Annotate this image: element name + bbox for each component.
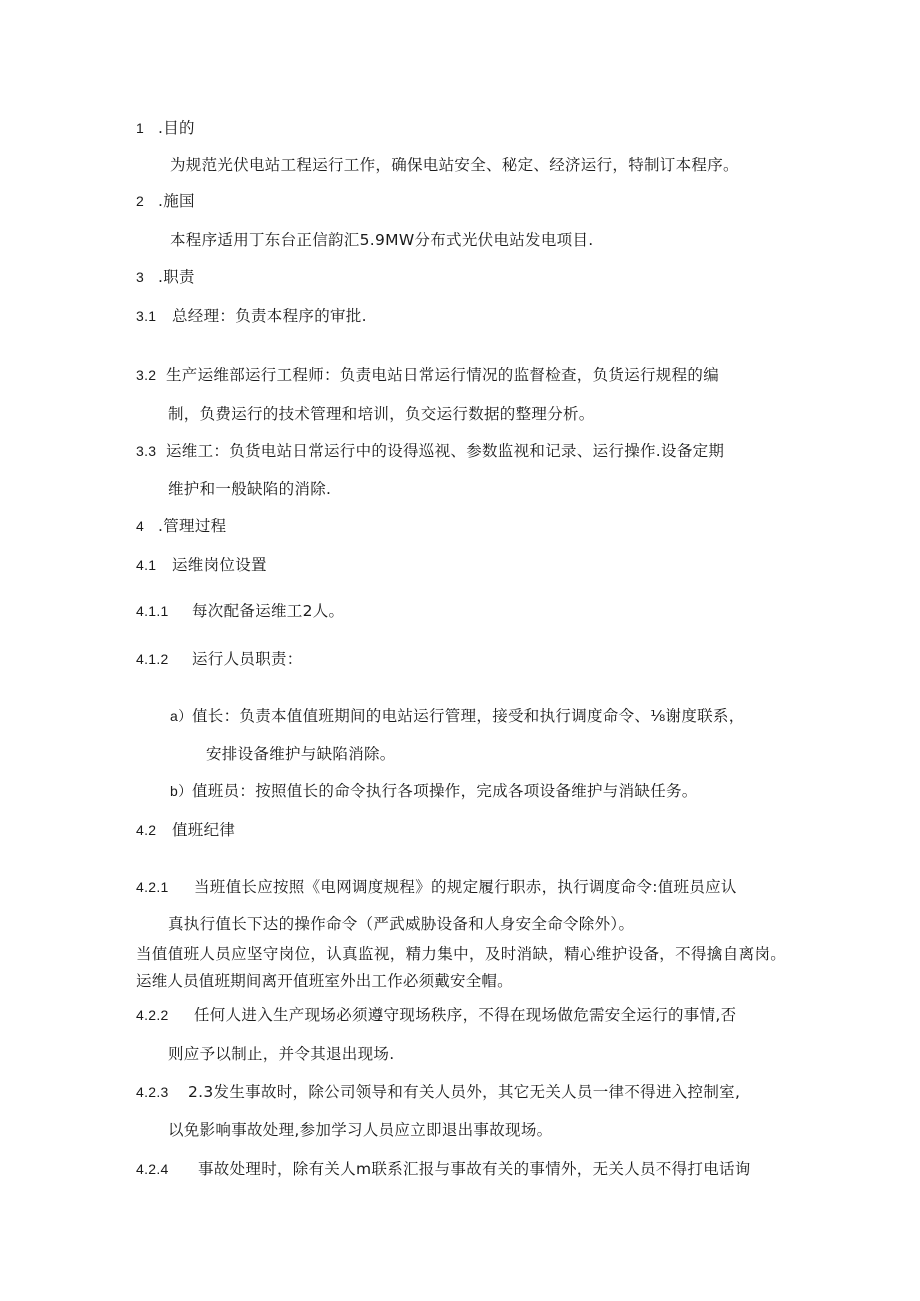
clause-4-1-1 <box>136 600 344 622</box>
list-item-a <box>170 705 745 727</box>
clause-text: 当班值长应按照《电网调度规程》的规定履行职赤，执行调度命令:值班员应认 <box>194 878 737 896</box>
clause-number: 4.2.1 <box>136 879 169 895</box>
clause-3-3 <box>136 440 724 462</box>
clause-number: 4.1.1 <box>136 603 169 619</box>
free-paragraph: 当值值班人员应坚守岗位，认真监视，精力集中，及时消缺，精心维护设备，不得擒自离岗。运维人员值班期间离开值班室外出工作必须戴安全帽。 <box>136 945 786 990</box>
clause-4-2-3-continuation: 以免影响事故处理,参加学习人员应立即退出事故现场。 <box>168 1121 553 1139</box>
section-title: .目的 <box>158 119 195 137</box>
clause-4-2-1-continuation: 真执行值长下达的操作命令（严武威胁设备和人身安全命令除外）。 <box>168 915 635 933</box>
clause-text: 运行人员职责： <box>192 650 303 668</box>
clause-number: 4.2 <box>136 822 157 838</box>
section-4-heading <box>136 515 226 537</box>
clause-number: 4.2.4 <box>136 1161 169 1177</box>
clause-number: 3.2 <box>136 367 157 383</box>
clause-text: 运维工：负货电站日常运行中的设得巡视、参数监视和记录、运行操作.设备定期 <box>166 442 725 460</box>
section-1-body: 为规范光伏电站工程运行工作，确保电站安全、秘定、经济运行，特制订本程序。 <box>170 156 739 174</box>
clause-4-2-1 <box>136 876 737 898</box>
section-title: .施国 <box>158 192 195 210</box>
list-marker: b） <box>170 783 193 799</box>
clause-number: 4.1 <box>136 557 157 573</box>
section-number: 2 <box>136 193 145 209</box>
clause-number: 4.1.2 <box>136 651 169 667</box>
clause-number: 4.2.2 <box>136 1007 169 1023</box>
clause-text: 2.3发生事故时，除公司领导和有关人员外，其它无关人员一律不得进入控制室, <box>188 1083 741 1101</box>
clause-text: 值班纪律 <box>172 821 236 839</box>
clause-text: 生产运维部运行工程师：负责电站日常运行情况的监督检查，负货运行规程的编 <box>166 366 720 384</box>
list-item-text: 值班员：按照值长的命令执行各项操作，完成各项设备维护与消缺任务。 <box>192 782 698 800</box>
clause-3-2 <box>136 364 719 386</box>
list-item-b <box>170 780 698 802</box>
clause-text: 事故处理时，除有关人m联系汇报与事故有关的事情外，无关人员不得打电话询 <box>198 1160 751 1178</box>
clause-4-1-2 <box>136 648 303 670</box>
section-2-heading <box>136 190 195 212</box>
clause-4-2-3 <box>136 1081 740 1103</box>
clause-4-2 <box>136 819 235 841</box>
clause-number: 4.2.3 <box>136 1084 169 1100</box>
list-marker: a） <box>170 708 193 724</box>
section-title: .职责 <box>158 268 195 286</box>
section-title: .管理过程 <box>158 517 227 535</box>
clause-4-2-2 <box>136 1004 736 1026</box>
list-item-a-continuation: 安排设备维护与缺陷消除。 <box>206 745 396 763</box>
clause-text: 运维岗位设置 <box>172 556 267 574</box>
clause-4-2-2-continuation: 则应予以制止，并令其退出现场. <box>168 1045 395 1063</box>
clause-number: 3.3 <box>136 443 157 459</box>
clause-3-3-continuation: 维护和一般缺陷的消除. <box>168 480 332 498</box>
section-number: 4 <box>136 518 145 534</box>
section-number: 3 <box>136 269 145 285</box>
section-3-heading <box>136 266 195 288</box>
clause-text: 总经理：负责本程序的审批. <box>172 307 367 325</box>
clause-text: 每次配备运维工2人。 <box>192 602 345 620</box>
clause-3-1 <box>136 305 367 327</box>
clause-4-2-4 <box>136 1158 751 1180</box>
clause-3-2-continuation: 制，负费运行的技术管理和培训，负交运行数据的整理分析。 <box>168 405 595 423</box>
section-2-body: 本程序适用丁东台正信韵汇5.9MW分布式光伏电站发电项目. <box>170 231 594 249</box>
section-number: 1 <box>136 120 145 136</box>
clause-4-1 <box>136 554 267 576</box>
clause-number: 3.1 <box>136 308 157 324</box>
clause-text: 任何人进入生产现场必须遵守现场秩序，不得在现场做危需安全运行的事情,否 <box>194 1006 737 1024</box>
section-1-heading <box>136 117 195 139</box>
list-item-text: 值长：负责本值值班期间的电站运行管理，接受和执行调度命令、⅛谢度联系， <box>192 707 745 725</box>
